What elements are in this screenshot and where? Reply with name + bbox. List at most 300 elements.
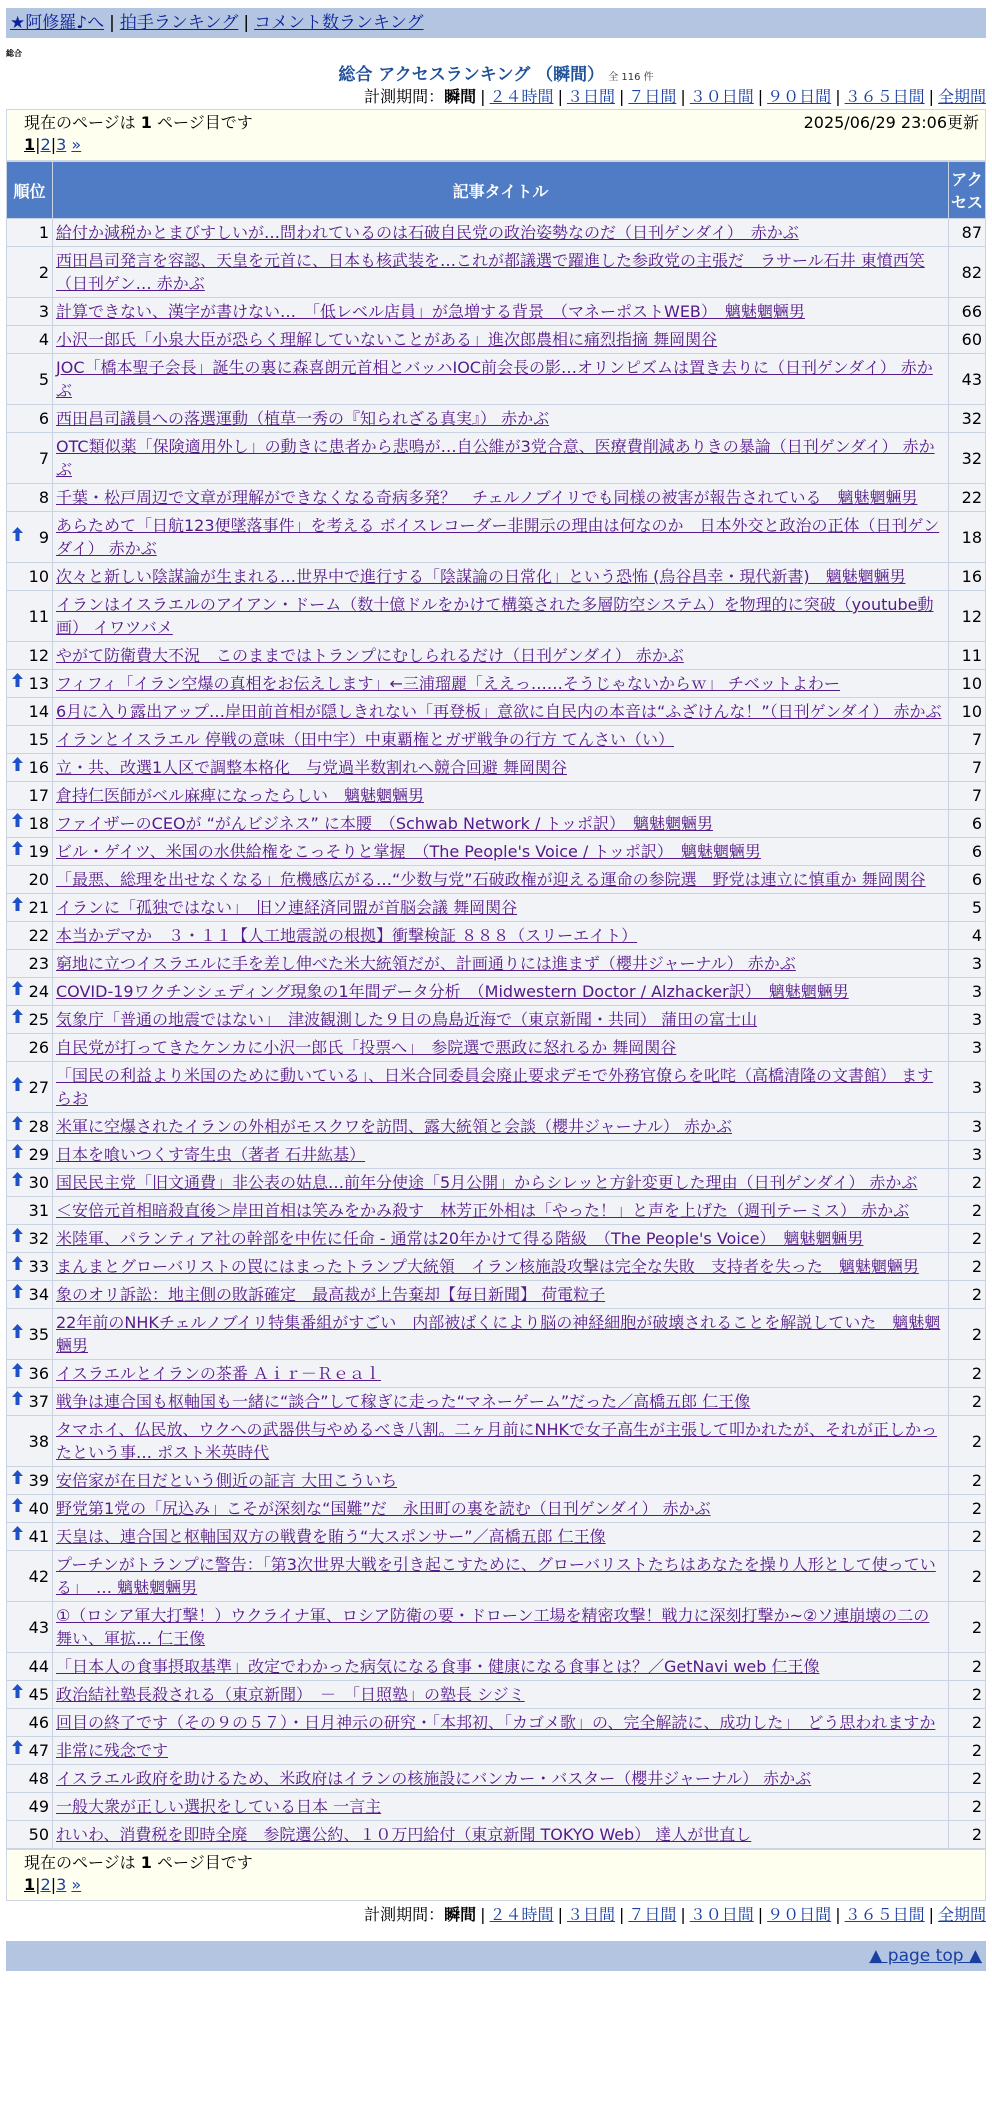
article-title-link[interactable]: 戦争は連合国も枢軸国も一緒に“談合”して稼ぎに走った“マネーゲーム”だった／高橋五郎 仁王像 [56, 1392, 751, 1411]
article-title-link[interactable]: 非常に残念です [56, 1741, 169, 1760]
article-title-link[interactable]: 象のオリ訴訟：地主側の敗訴確定 最高裁が上告棄却【毎日新聞】 荷電粒子 [56, 1285, 606, 1304]
access-count: 2 [949, 1765, 986, 1793]
period-link[interactable]: 全期間 [937, 1905, 986, 1924]
rank-cell [7, 484, 53, 512]
table-row [7, 1602, 986, 1653]
period-sep: | [757, 87, 764, 106]
rank-number: 25 [28, 1010, 49, 1029]
access-count: 2 [949, 1467, 986, 1495]
period-current: 瞬間 [444, 87, 477, 106]
period-sep: | [835, 87, 841, 106]
rank-cell [7, 1821, 53, 1849]
period-link[interactable]: ３日間 [566, 87, 615, 106]
page-link[interactable]: 3 [56, 135, 67, 154]
period-link[interactable]: ９０日間 [767, 1905, 832, 1924]
title-cell [53, 1602, 949, 1653]
title-cell [53, 1197, 949, 1225]
article-title-link[interactable]: 回目の終了です（その９の５７）・日月神示の研究・「本邦初、「カゴメ歌」の、完全解読に、成功した」 どう思われますか [56, 1713, 936, 1732]
access-count: 2 [949, 1737, 986, 1765]
table-row [7, 354, 986, 405]
table-row [7, 512, 986, 563]
title-cell [53, 782, 949, 810]
up-arrow-icon [12, 1497, 23, 1520]
period-selector-bottom [6, 1903, 986, 1927]
rank-number: 19 [28, 842, 49, 861]
access-count: 2 [949, 1416, 986, 1467]
title-cell [53, 1765, 949, 1793]
article-title-link[interactable]: フィフィ「イラン空爆の真相をお伝えします」←三浦瑠麗「ええっ……そうじゃないからｗ」 チベットよわー [56, 674, 840, 693]
up-arrow-icon [12, 1323, 23, 1346]
title-cell [53, 484, 949, 512]
article-title-link[interactable]: 野党第1党の「尻込み」こそが深刻な“国難”だ 永田町の裏を読む（日刊ゲンダイ） 赤かぶ [56, 1499, 711, 1518]
rank-cell [7, 670, 53, 698]
access-count: 43 [949, 354, 986, 405]
page-status-text [24, 1852, 253, 1874]
up-arrow-icon [12, 1227, 23, 1250]
up-arrow-icon [12, 1739, 23, 1762]
table-row [7, 1551, 986, 1602]
title-cell [53, 1821, 949, 1849]
rank-number: 37 [28, 1392, 49, 1411]
up-arrow-icon [12, 672, 23, 695]
rank-cell [7, 512, 53, 563]
up-arrow-icon [12, 1362, 23, 1385]
rank-number: 31 [28, 1201, 49, 1220]
period-link[interactable]: ７日間 [628, 1905, 677, 1924]
article-title-link[interactable]: ＜安倍元首相暗殺直後＞岸田首相は笑みをかみ殺す 林芳正外相は「やった！」と声を上げた（週刊テーミス） 赤かぶ [56, 1201, 910, 1220]
rank-cell [7, 1388, 53, 1416]
period-sep: | [928, 1905, 934, 1924]
article-title-link[interactable]: COVID-19ワクチンシェディング現象の1年間データ分析 （Midwestern Doctor / Alzhacker訳） 魑魅魍魎男 [56, 982, 849, 1001]
article-title-link[interactable]: 窮地に立つイスラエルに手を差し伸べた米大統領だが、計画通りには進まず（櫻井ジャーナル） 赤かぶ [56, 954, 796, 973]
table-row [7, 1253, 986, 1281]
bottom-bar [6, 1941, 986, 1971]
col-header-rank: 順位 [7, 162, 53, 219]
period-selector [6, 85, 986, 109]
access-count: 32 [949, 433, 986, 484]
access-count: 5 [949, 894, 986, 922]
table-row [7, 591, 986, 642]
period-sep: | [757, 1905, 764, 1924]
access-count: 7 [949, 726, 986, 754]
article-title-link[interactable]: 6月に入り露出アップ…岸田前首相が隠しきれない「再登板」意欲に自民内の本音は“ふざけんな！”（日刊ゲンダイ） 赤かぶ [56, 702, 942, 721]
next-page-link[interactable]: » [71, 1875, 82, 1894]
up-arrow-icon [12, 1076, 23, 1099]
rank-number: 38 [28, 1431, 49, 1451]
rank-cell [7, 563, 53, 591]
access-count: 6 [949, 838, 986, 866]
article-title-link[interactable]: れいわ、消費税を即時全廃 参院選公約、１０万円給付（東京新聞 TOKYO Web） 達人が世直し [56, 1825, 752, 1844]
rank-number: 46 [28, 1713, 49, 1732]
access-count: 7 [949, 782, 986, 810]
article-title-link[interactable]: 国民民主党「旧文通費」非公表の姑息…前年分使途「5月公開」からシレッと方針変更した理由（日刊ゲンダイ） 赤かぶ [56, 1173, 918, 1192]
rank-number: 6 [38, 409, 49, 428]
article-title-link[interactable]: イランに「孤独ではない」 旧ソ連経済同盟が首脳会議 舞岡関谷 [56, 898, 518, 917]
article-title-link[interactable]: 給付か減税かとまびすしいが…問われているのは石破自民党の政治姿勢なのだ（日刊ゲンダイ） 赤かぶ [56, 223, 799, 242]
rank-cell [7, 1062, 53, 1113]
title-cell [53, 298, 949, 326]
rank-number: 2 [38, 262, 49, 282]
rank-cell [7, 1681, 53, 1709]
title-cell [53, 1309, 949, 1360]
title-cell [53, 642, 949, 670]
rank-cell [7, 782, 53, 810]
rank-cell [7, 1309, 53, 1360]
title-cell [53, 1062, 949, 1113]
title-cell [53, 1281, 949, 1309]
access-count: 6 [949, 866, 986, 894]
access-count: 32 [949, 405, 986, 433]
updated-time: 2025/06/29 23:06更新 [803, 113, 979, 132]
rank-number: 28 [28, 1117, 49, 1136]
period-link[interactable]: ３６５日間 [844, 87, 925, 106]
access-count: 82 [949, 247, 986, 298]
period-sep: | [557, 87, 563, 106]
rank-cell [7, 326, 53, 354]
table-row [7, 1062, 986, 1113]
table-row [7, 810, 986, 838]
title-cell [53, 894, 949, 922]
rank-number: 32 [28, 1229, 49, 1248]
table-row [7, 1737, 986, 1765]
period-label: 計測期間： [364, 1905, 445, 1924]
access-count: 2 [949, 1281, 986, 1309]
table-row [7, 922, 986, 950]
table-row [7, 1523, 986, 1551]
article-title-link[interactable]: やがて防衛費大不況 このままではトランプにむしられるだけ（日刊ゲンダイ） 赤かぶ [56, 646, 684, 665]
title-cell [53, 326, 949, 354]
article-title-link[interactable]: あらためて「日航123便墜落事件」を考える ボイスレコーダー非開示の理由は何なのか 日本外交と政治の正体（日刊ゲンダイ） 赤かぶ [56, 516, 940, 558]
article-title-link[interactable]: 安倍家が在日だという側近の証言 大田こういち [56, 1471, 398, 1490]
article-title-link[interactable]: 米陸軍、パランティア社の幹部を中佐に任命 - 通常は20年かけて得る階級 （The People's Voice） 魑魅魍魎男 [56, 1229, 864, 1248]
table-row [7, 247, 986, 298]
rank-number: 18 [28, 814, 49, 833]
rank-number: 21 [28, 898, 49, 917]
page-link[interactable]: 3 [56, 1875, 67, 1894]
access-count: 3 [949, 1062, 986, 1113]
table-row [7, 1467, 986, 1495]
title-cell [53, 866, 949, 894]
title-cell [53, 405, 949, 433]
page-sep: | [50, 135, 57, 154]
rank-number: 9 [38, 527, 49, 547]
article-title-link[interactable]: OTC類似薬「保険適用外し」の動きに患者から悲鳴が…自公維が3党合意、医療費削減ありきの暴論（日刊ゲンダイ） 赤かぶ [56, 437, 935, 479]
page-link[interactable]: 2 [40, 135, 51, 154]
up-arrow-icon [12, 1390, 23, 1413]
table-row [7, 219, 986, 247]
table-row [7, 1416, 986, 1467]
rank-cell [7, 1197, 53, 1225]
access-count: 12 [949, 591, 986, 642]
access-count: 87 [949, 219, 986, 247]
article-title-link[interactable]: 本当かデマか ３・１１【人工地震説の根拠】衝撃検証 ８８８（スリーエイト） [56, 926, 638, 945]
page-status-suffix: ページ目です [151, 1853, 253, 1872]
rank-number: 22 [28, 926, 49, 945]
access-count: 2 [949, 1681, 986, 1709]
page-status [24, 112, 979, 134]
access-count: 3 [949, 1006, 986, 1034]
rank-cell [7, 1793, 53, 1821]
up-arrow-icon [12, 980, 23, 1003]
rank-cell [7, 1281, 53, 1309]
title-cell [53, 670, 949, 698]
rank-number: 48 [28, 1769, 49, 1788]
rank-number: 12 [28, 646, 49, 665]
page-links [24, 1874, 979, 1896]
article-title-link[interactable]: 一般大衆が正しい選択をしている日本 一言主 [56, 1797, 382, 1816]
nav-home-link[interactable]: ★阿修羅♪へ [10, 13, 105, 33]
article-title-link[interactable]: ファイザーのCEOが “がんビジネス” に本腰 （Schwab Network / トッポ訳） 魑魅魍魎男 [56, 814, 713, 833]
page-status-suffix: ページ目です [151, 113, 253, 132]
article-title-link[interactable]: 気象庁「普通の地震ではない」 津波観測した９日の鳥島近海で（東京新聞・共同） 蒲田の富士山 [56, 1010, 758, 1029]
rank-number: 13 [28, 674, 49, 693]
up-arrow-icon [12, 1115, 23, 1138]
rank-cell [7, 247, 53, 298]
nav-clap-ranking-link[interactable]: 拍手ランキング [119, 13, 239, 33]
page-top-link[interactable]: ▲ page top ▲ [869, 1946, 982, 1966]
table-row [7, 698, 986, 726]
table-row [7, 782, 986, 810]
col-header-access: アクセス [949, 162, 986, 219]
article-title-link[interactable]: JOC「橋本聖子会長」誕生の裏に森喜朗元首相とバッハIOC前会長の影…オリンピズムは置き去りに（日刊ゲンダイ） 赤かぶ [56, 358, 933, 400]
title-cell [53, 1225, 949, 1253]
page-status [24, 1852, 979, 1874]
period-link[interactable]: ３０日間 [689, 87, 754, 106]
article-title-link[interactable]: まんまとグローバリストの罠にはまったトランプ大統領 イラン核施設攻撃は完全な失敗 支持者を失った 魑魅魍魎男 [56, 1257, 919, 1276]
access-count: 2 [949, 1709, 986, 1737]
period-link[interactable]: ３日間 [566, 1905, 615, 1924]
rank-cell [7, 1006, 53, 1034]
title-cell [53, 1141, 949, 1169]
up-arrow-icon [12, 756, 23, 779]
page-status-prefix: 現在のページは [24, 1853, 141, 1872]
article-title-link[interactable]: 米軍に空爆されたイランの外相がモスクワを訪問、露大統領と会談（櫻井ジャーナル） 赤かぶ [56, 1117, 732, 1136]
article-title-link[interactable]: 西田昌司議員への落選運動（植草一秀の『知られざる真実』） 赤かぶ [56, 409, 550, 428]
table-row [7, 1495, 986, 1523]
page-link[interactable]: 2 [40, 1875, 51, 1894]
rank-number: 44 [28, 1657, 49, 1676]
rank-cell [7, 1225, 53, 1253]
rank-number: 20 [28, 870, 49, 889]
article-title-link[interactable]: 自民党が打ってきたケンカに小沢一郎氏「投票へ」 参院選で悪政に怒れるか 舞岡関谷 [56, 1038, 677, 1057]
rank-cell [7, 1253, 53, 1281]
rank-number: 4 [38, 330, 49, 349]
table-row [7, 978, 986, 1006]
period-sep: | [618, 1905, 625, 1924]
period-link[interactable]: ２４時間 [489, 87, 554, 106]
rank-cell [7, 1765, 53, 1793]
rank-cell [7, 354, 53, 405]
rank-number: 11 [28, 606, 49, 626]
rank-cell [7, 1495, 53, 1523]
table-row [7, 894, 986, 922]
table-row [7, 1388, 986, 1416]
article-title-link[interactable]: ビル・ゲイツ、米国の水供給権をこっそりと掌握 （The People's Voice / トッポ訳） 魑魅魍魎男 [56, 842, 761, 861]
nav-sep: | [243, 13, 250, 33]
table-row [7, 754, 986, 782]
article-title-link[interactable]: 日本を喰いつくす寄生虫（著者 石井紘基） [56, 1145, 366, 1164]
access-count: 3 [949, 1141, 986, 1169]
article-title-link[interactable]: 「国民の利益より米国のために動いている」、日米合同委員会廃止要求デモで外務官僚らを叱咤（高橋清隆の文書館） ますらお [56, 1066, 934, 1108]
access-count: 3 [949, 978, 986, 1006]
access-count: 3 [949, 1034, 986, 1062]
rank-number: 39 [28, 1471, 49, 1490]
ranking-table [6, 161, 986, 1849]
access-count: 2 [949, 1309, 986, 1360]
title-cell [53, 950, 949, 978]
up-arrow-icon [12, 1008, 23, 1031]
article-title-link[interactable]: 次々と新しい陰謀論が生まれる…世界中で進行する「陰謀論の日常化」という恐怖 (烏谷昌幸・現代新書) 魑魅魍魎男 [56, 567, 906, 586]
page-title-text: 総合 アクセスランキング （瞬間） [338, 65, 605, 85]
title-cell [53, 433, 949, 484]
article-title-link[interactable]: 「最悪、総理を出せなくなる」危機感広がる…“少数与党”石破政権が迎える運命の参院選 野党は連立に慎重か 舞岡関谷 [56, 870, 926, 889]
page-sep: | [50, 1875, 57, 1894]
article-title-link[interactable]: タマホイ、仏民放、ウクへの武器供与やめるべき八割。二ヶ月前にNHKで女子高生が主張して叩かれたが、それが正しかったという事… ポスト米英時代 [56, 1420, 938, 1462]
access-count: 18 [949, 512, 986, 563]
access-count: 2 [949, 1225, 986, 1253]
rank-cell [7, 698, 53, 726]
table-row [7, 326, 986, 354]
period-sep: | [680, 87, 686, 106]
period-link[interactable]: 全期間 [937, 87, 986, 106]
up-arrow-icon [12, 1171, 23, 1194]
article-title-link[interactable]: 千葉・松戸周辺で文章が理解ができなくなる奇病多発？ チェルノブイリでも同様の被害が報告されている 魑魅魍魎男 [56, 488, 918, 507]
table-row [7, 1653, 986, 1681]
rank-number: 41 [28, 1527, 49, 1546]
period-current: 瞬間 [444, 1905, 477, 1924]
rank-number: 1 [38, 223, 49, 242]
rank-cell [7, 1551, 53, 1602]
rank-number: 40 [28, 1499, 49, 1518]
page-sep: | [35, 135, 41, 154]
rank-cell [7, 405, 53, 433]
table-row [7, 1281, 986, 1309]
rank-cell [7, 1169, 53, 1197]
title-cell [53, 512, 949, 563]
title-cell [53, 1416, 949, 1467]
table-row [7, 1309, 986, 1360]
article-title-link[interactable]: 西田昌司発言を容認、天皇を元首に、日本も核武装を…これが都議選で躍進した参政党の主張だ ラサール石井 東憤西笑（日刊ゲン… 赤かぶ [56, 251, 925, 293]
rank-number: 26 [28, 1038, 49, 1057]
period-link[interactable]: ２４時間 [489, 1905, 554, 1924]
table-row [7, 405, 986, 433]
table-row [7, 1360, 986, 1388]
article-title-link[interactable]: 計算できない、漢字が書けない… 「低レベル店員」が急増する背景 （マネーポストWEB） 魑魅魍魎男 [56, 302, 805, 321]
article-title-link[interactable]: 政治結社塾長殺される（東京新聞） － 「日照塾」の塾長 シジミ [56, 1685, 525, 1704]
table-row [7, 484, 986, 512]
current-page: 1 [24, 135, 36, 154]
access-count: 2 [949, 1793, 986, 1821]
rank-cell [7, 922, 53, 950]
up-arrow-icon [12, 840, 23, 863]
table-row [7, 726, 986, 754]
period-label: 計測期間： [364, 87, 445, 106]
rank-number: 42 [28, 1566, 49, 1586]
title-cell [53, 1495, 949, 1523]
rank-number: 10 [28, 567, 49, 586]
rank-number: 24 [28, 982, 49, 1001]
article-title-link[interactable]: イランはイスラエルのアイアン・ドーム（数十億ドルをかけて構築された多層防空システム）を物理的に突破（youtube動画） イワツバメ [56, 595, 934, 637]
title-cell [53, 1653, 949, 1681]
rank-cell [7, 1653, 53, 1681]
title-cell [53, 1467, 949, 1495]
access-count: 2 [949, 1388, 986, 1416]
rank-cell [7, 298, 53, 326]
rank-cell [7, 219, 53, 247]
article-title-link[interactable]: ①（ロシア軍大打撃！）ウクライナ軍、ロシア防衛の要・ドローン工場を精密攻撃！戦力に深刻打撃か~②ソ連崩壊の二の舞い、軍拡… 仁王像 [56, 1606, 930, 1648]
table-row [7, 1169, 986, 1197]
page-sep: | [35, 1875, 41, 1894]
rank-cell [7, 1034, 53, 1062]
article-title-link[interactable]: 22年前のNHKチェルノブイリ特集番組がすごい 内部被ばくにより脳の神経細胞が破壊されることを解説していた 魑魅魍魎男 [56, 1313, 941, 1355]
period-link[interactable]: ９０日間 [767, 87, 832, 106]
article-title-link[interactable]: プーチンがトランプに警告：「第3次世界大戦を引き起こすために、グローバリストたちはあなたを操り人形として使っている」 … 魑魅魍魎男 [56, 1555, 936, 1597]
article-title-link[interactable]: イスラエルとイランの茶番 Ａｉｒ－Ｒｅａｌ [56, 1364, 381, 1383]
title-cell [53, 219, 949, 247]
up-arrow-icon [12, 1469, 23, 1492]
rank-cell [7, 726, 53, 754]
period-link[interactable]: ３０日間 [689, 1905, 754, 1924]
table-row [7, 433, 986, 484]
rank-number: 15 [28, 730, 49, 749]
title-cell [53, 1681, 949, 1709]
period-link[interactable]: ７日間 [628, 87, 677, 106]
nav-comment-ranking-link[interactable]: コメント数ランキング [254, 13, 424, 33]
rank-cell [7, 950, 53, 978]
title-cell [53, 247, 949, 298]
article-title-link[interactable]: 倉持仁医師がベル麻痺になったらしい 魑魅魍魎男 [56, 786, 425, 805]
table-row [7, 1681, 986, 1709]
article-title-link[interactable]: 「日本人の食事摂取基準」改定でわかった病気になる食事・健康になる食事とは？／GetNavi web 仁王像 [56, 1657, 820, 1676]
table-row [7, 1765, 986, 1793]
table-row [7, 838, 986, 866]
title-cell [53, 978, 949, 1006]
pager [6, 109, 986, 161]
page-links [24, 134, 979, 156]
access-count: 66 [949, 298, 986, 326]
access-count: 2 [949, 1821, 986, 1849]
next-page-link[interactable]: » [71, 135, 82, 154]
title-cell [53, 810, 949, 838]
category-label: 総合 [6, 49, 22, 58]
table-row [7, 1006, 986, 1034]
title-cell [53, 591, 949, 642]
article-title-link[interactable]: イスラエル政府を助けるため、米政府はイランの核施設にバンカー・バスター（櫻井ジャーナル） 赤かぶ [56, 1769, 812, 1788]
article-title-link[interactable]: 立・共、改選1人区で調整本格化 与党過半数割れへ競合回避 舞岡関谷 [56, 758, 567, 777]
period-sep: | [480, 1905, 486, 1924]
page-status-text [24, 112, 253, 134]
table-row [7, 1709, 986, 1737]
article-title-link[interactable]: 天皇は、連合国と枢軸国双方の戦費を賄う“大スポンサー”／高橋五郎 仁王像 [56, 1527, 606, 1546]
article-title-link[interactable]: イランとイスラエル 停戦の意味（田中宇）中東覇権とガザ戦争の行方 てんさい（い） [56, 730, 675, 749]
rank-cell [7, 1467, 53, 1495]
access-count: 60 [949, 326, 986, 354]
rank-number: 50 [28, 1825, 49, 1844]
period-sep: | [928, 87, 934, 106]
col-header-title: 記事タイトル [53, 162, 949, 219]
rank-cell [7, 1141, 53, 1169]
table-header [7, 162, 986, 219]
up-arrow-icon [12, 1255, 23, 1278]
page-status-number: 1 [140, 113, 152, 132]
rank-cell [7, 978, 53, 1006]
article-title-link[interactable]: 小沢一郎氏「小泉大臣が恐らく理解していないことがある」進次郎農相に痛烈指摘 舞岡関谷 [56, 330, 718, 349]
rank-number: 8 [38, 488, 49, 507]
table-row [7, 866, 986, 894]
table-row [7, 642, 986, 670]
up-arrow-icon [12, 812, 23, 835]
period-link[interactable]: ３６５日間 [844, 1905, 925, 1924]
